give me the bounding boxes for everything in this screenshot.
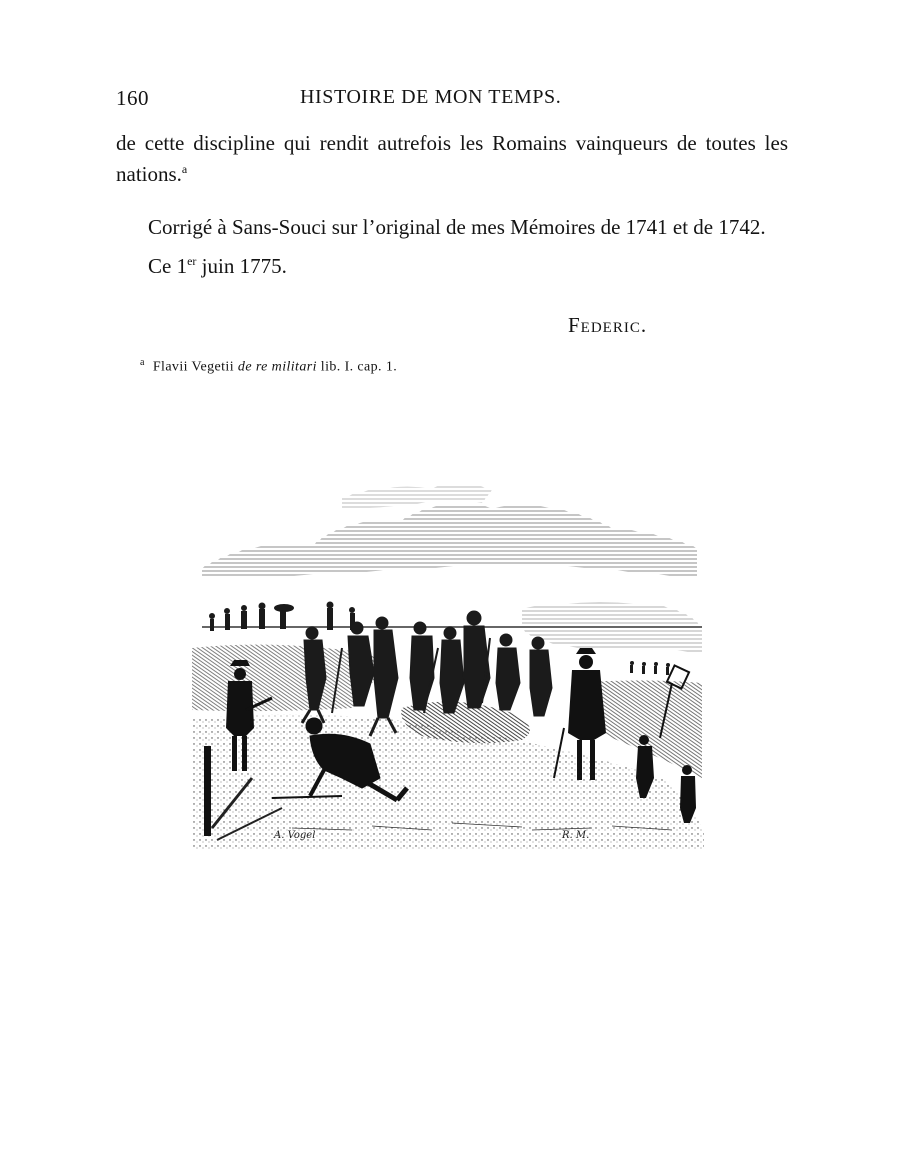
footnote-text-end: lib. I. cap. 1. [316,359,398,375]
artist-signature-left: A. Vogel [274,830,316,841]
page-number: 160 [116,86,149,110]
engraving-illustration [192,478,704,850]
running-head [116,86,788,116]
author-signature: Federic. [568,313,648,337]
date-text-start: Ce 1 [148,254,188,278]
footnote-italic-title: de re militari [237,359,317,375]
paragraph [116,128,788,190]
engraving-digging-soldiers [192,478,704,850]
footnote-reference: a [181,162,188,176]
footnote [140,357,397,376]
running-title: HISTOIRE DE MON TEMPS. [300,86,562,108]
date-text-end: juin 1775. [196,254,287,278]
paragraph-text: de cette discipline qui rendit autrefois les Romains vainqueurs de toutes les nations. [116,131,788,186]
paragraph-correction-note: Corrigé à Sans-Souci sur l’original de mes Mémoires de 1741 et de 1742. [148,215,766,239]
footnote-text-start: Flavii Vegetii [152,359,238,375]
footnote-mark: a [140,357,145,368]
artist-signature-right: R. M. [562,830,590,841]
date-line [116,251,788,282]
body-text [116,128,788,282]
ordinal-superscript: er [187,254,197,268]
